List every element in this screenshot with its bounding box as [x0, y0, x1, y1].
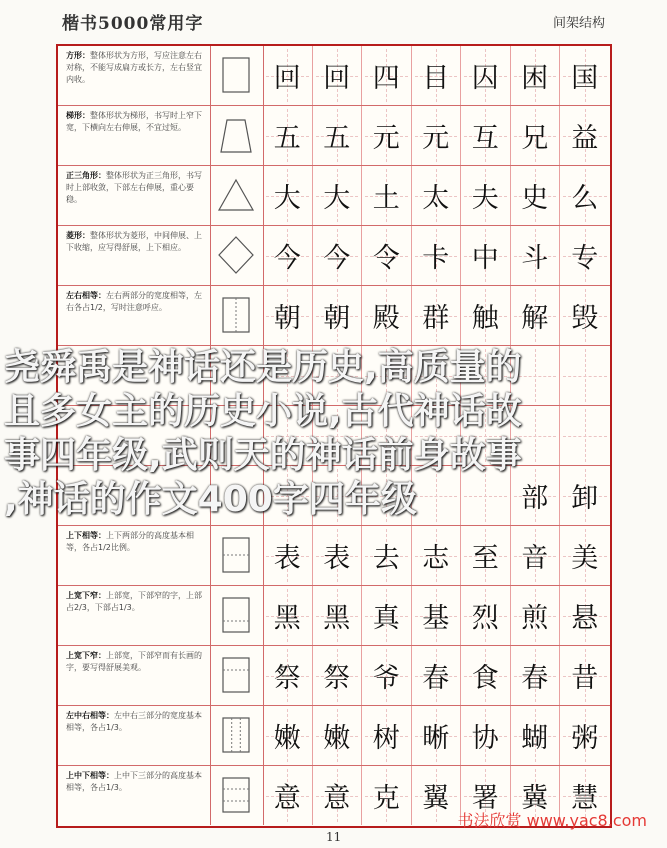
row-title: 上下相等：: [66, 531, 106, 540]
practice-cell: [560, 706, 610, 765]
character-cells: [263, 106, 610, 165]
sheet-row: [58, 166, 610, 226]
practice-cell: [511, 526, 561, 585]
row-title: 菱形：: [66, 231, 90, 240]
model-character: 元: [372, 123, 400, 154]
practice-cell: [263, 166, 313, 225]
practice-cell: [263, 226, 313, 285]
model-character: 烈: [471, 603, 499, 634]
model-character: 爷: [372, 663, 400, 694]
practice-cell: [412, 766, 462, 825]
overlay-title: [0, 346, 667, 522]
model-character: 晰: [422, 723, 450, 754]
section-title: 间架结构: [552, 16, 605, 31]
character-cells: [263, 226, 610, 285]
practice-cell: [461, 706, 511, 765]
model-character: 慧: [571, 783, 599, 814]
practice-cell: [313, 106, 363, 165]
overlay-line: 尧舜禹是神话还是历史,高质量的: [4, 347, 522, 388]
practice-cell: [362, 166, 412, 225]
practice-cell: [412, 706, 462, 765]
row-title: 左中右相等：: [66, 711, 114, 720]
practice-cell: [560, 226, 610, 285]
watermark: 书法欣赏 www.yac8.com: [457, 811, 647, 830]
practice-cell: [362, 286, 412, 345]
practice-cell: [511, 106, 561, 165]
model-character: 至: [471, 543, 499, 574]
structure-shape: [211, 226, 264, 285]
model-character: 益: [571, 123, 599, 154]
row-description: [58, 226, 211, 285]
character-cells: [263, 166, 610, 225]
model-character: 四: [372, 63, 400, 94]
model-character: 克: [372, 783, 400, 814]
model-character: 朝: [323, 303, 351, 334]
practice-cell: [412, 166, 462, 225]
practice-cell: [461, 226, 511, 285]
practice-cell: [362, 46, 412, 105]
practice-cell: [313, 226, 363, 285]
model-character: 蝴: [521, 723, 549, 754]
row-title: 左右相等：: [66, 291, 106, 300]
model-character: 意: [323, 783, 351, 814]
practice-cell: [412, 106, 462, 165]
model-character: 殿: [372, 303, 400, 334]
sheet-row: [58, 526, 610, 586]
model-character: 大: [323, 183, 351, 214]
sheet-row: [58, 646, 610, 706]
row-text: 左中右三部分的宽度基本相等，各占1/3。: [66, 711, 202, 732]
row-description: [58, 166, 211, 225]
row-title: 上中下相等：: [66, 771, 114, 780]
overlay-line: 事四年级,武则天的神话前身故事: [4, 435, 522, 476]
practice-cell: [560, 106, 610, 165]
practice-cell: [313, 166, 363, 225]
model-character: 群: [422, 303, 450, 334]
model-character: 么: [571, 183, 599, 214]
practice-cell: [362, 106, 412, 165]
model-character: 春: [422, 663, 450, 694]
model-character: 表: [273, 543, 301, 574]
practice-cell: [313, 526, 363, 585]
row-description: [58, 646, 211, 705]
row-text: 上部宽，下部窄的字，上部占2/3，下部占1/3。: [66, 591, 202, 612]
row-text: 整体形状为方形，写应注意左右对称，不能写成扁方或长方，左右竖宜内收。: [66, 51, 202, 84]
model-character: 回: [273, 63, 301, 94]
model-character: 美: [571, 543, 599, 574]
practice-cell: [461, 586, 511, 645]
model-character: 音: [521, 543, 549, 574]
practice-cell: [461, 526, 511, 585]
practice-cell: [461, 286, 511, 345]
row-title: 上宽下窄：: [66, 591, 106, 600]
structure-shape: [211, 706, 264, 765]
practice-cell: [263, 526, 313, 585]
practice-cell: [461, 46, 511, 105]
model-character: 署: [471, 783, 499, 814]
practice-cell: [560, 586, 610, 645]
model-character: 黑: [273, 603, 301, 634]
practice-cell: [263, 766, 313, 825]
row-text: 整体形状为梯形，书写时上窄下宽，下横向左右伸展，不宜过短。: [66, 111, 202, 132]
structure-diagram: [217, 774, 255, 816]
structure-shape: [211, 646, 264, 705]
practice-cell: [511, 46, 561, 105]
row-text: 上下两部分的高度基本相等，各占1/2比例。: [66, 531, 194, 552]
structure-diagram: [217, 654, 255, 696]
model-character: 今: [273, 243, 301, 274]
practice-cell: [263, 646, 313, 705]
overlay-line: ,神话的作文400字四年级: [4, 479, 417, 520]
practice-cell: [263, 586, 313, 645]
sheet-row: [58, 226, 610, 286]
model-character: 昔: [571, 663, 599, 694]
practice-cell: [560, 526, 610, 585]
model-character: 春: [521, 663, 549, 694]
model-character: 囚: [471, 63, 499, 94]
book-title: 楷书5000常用字: [62, 14, 204, 34]
practice-cell: [412, 46, 462, 105]
model-character: 嫩: [323, 723, 351, 754]
practice-cell: [560, 166, 610, 225]
model-character: 触: [471, 303, 499, 334]
practice-cell: [412, 226, 462, 285]
model-character: 志: [422, 543, 450, 574]
model-character: 太: [422, 183, 450, 214]
row-text: 整体形状为正三角形，书写时上部收敛，下部左右伸展，重心要稳。: [66, 171, 202, 204]
practice-cell: [412, 286, 462, 345]
structure-diagram: [217, 54, 255, 96]
model-character: 大: [273, 183, 301, 214]
structure-shape: [211, 586, 264, 645]
structure-diagram: [217, 294, 255, 336]
practice-cell: [313, 706, 363, 765]
model-character: 朝: [273, 303, 301, 334]
model-character: 食: [471, 663, 499, 694]
model-character: 悬: [571, 603, 599, 634]
practice-cell: [511, 646, 561, 705]
page-header: [0, 0, 667, 38]
model-character: 互: [471, 123, 499, 154]
model-character: 目: [422, 63, 450, 94]
model-character: 真: [372, 603, 400, 634]
model-character: 祭: [273, 663, 301, 694]
sheet-row: [58, 106, 610, 166]
row-description: [58, 526, 211, 585]
practice-cell: [362, 226, 412, 285]
practice-cell: [263, 106, 313, 165]
practice-cell: [511, 586, 561, 645]
model-character: 黑: [323, 603, 351, 634]
model-character: 煎: [521, 603, 549, 634]
row-description: [58, 46, 211, 105]
model-character: 表: [323, 543, 351, 574]
practice-cell: [263, 46, 313, 105]
character-cells: [263, 286, 610, 345]
character-cells: [263, 526, 610, 585]
practice-cell: [560, 286, 610, 345]
structure-diagram: [217, 714, 255, 756]
row-title: 方形：: [66, 51, 90, 60]
practice-cell: [560, 646, 610, 705]
character-cells: [263, 46, 610, 105]
practice-cell: [362, 706, 412, 765]
model-character: 夫: [471, 183, 499, 214]
practice-cell: [461, 646, 511, 705]
character-cells: [263, 646, 610, 705]
row-title: 上宽下窄：: [66, 651, 106, 660]
sheet-row: [58, 286, 610, 346]
model-character: 专: [571, 243, 599, 274]
model-character: 基: [422, 603, 450, 634]
model-character: 斗: [521, 243, 549, 274]
model-character: 困: [521, 63, 549, 94]
practice-cell: [362, 586, 412, 645]
structure-diagram: [217, 114, 255, 156]
structure-shape: [211, 166, 264, 225]
row-text: 左右两部分的宽度相等，左右各占1/2，写时注意呼应。: [66, 291, 202, 312]
overlay-line: 且多女主的历史小说,古代神话故: [4, 391, 522, 432]
row-description: [58, 286, 211, 345]
model-character: 粥: [571, 723, 599, 754]
model-character: 嫩: [273, 723, 301, 754]
row-text: 上中下三部分的高度基本相等，各占1/3。: [66, 771, 202, 792]
model-character: 冀: [521, 783, 549, 814]
structure-diagram: [217, 594, 255, 636]
practice-cell: [511, 226, 561, 285]
practice-cell: [511, 286, 561, 345]
structure-diagram: [217, 234, 255, 276]
model-character: 中: [471, 243, 499, 274]
model-character: 部: [521, 483, 549, 514]
practice-cell: [560, 46, 610, 105]
structure-shape: [211, 106, 264, 165]
practice-cell: [412, 526, 462, 585]
sheet-row: [58, 586, 610, 646]
practice-cell: [461, 106, 511, 165]
row-description: [58, 586, 211, 645]
model-character: 今: [323, 243, 351, 274]
model-character: 祭: [323, 663, 351, 694]
model-character: 卡: [422, 243, 450, 274]
model-character: 土: [372, 183, 400, 214]
model-character: 解: [521, 303, 549, 334]
practice-cell: [511, 166, 561, 225]
model-character: 令: [372, 243, 400, 274]
model-character: 去: [372, 543, 400, 574]
row-text: 上部宽，下部窄而有长画的字，要写得舒展美观。: [66, 651, 202, 672]
practice-cell: [461, 166, 511, 225]
model-character: 意: [273, 783, 301, 814]
structure-shape: [211, 766, 264, 825]
practice-cell: [313, 46, 363, 105]
structure-shape: [211, 526, 264, 585]
row-description: [58, 106, 211, 165]
model-character: 毁: [571, 303, 599, 334]
sheet-row: [58, 46, 610, 106]
row-description: [58, 706, 211, 765]
model-character: 国: [571, 63, 599, 94]
model-character: 协: [471, 723, 499, 754]
practice-cell: [362, 766, 412, 825]
model-character: 史: [521, 183, 549, 214]
practice-cell: [313, 586, 363, 645]
row-title: 正三角形：: [66, 171, 106, 180]
row-description: [58, 766, 211, 825]
model-character: 元: [422, 123, 450, 154]
model-character: 五: [323, 123, 351, 154]
sheet-row: [58, 706, 610, 766]
row-text: 整体形状为菱形，中间伸展、上下收缩，应写得舒展，上下相应。: [66, 231, 202, 252]
practice-cell: [263, 706, 313, 765]
practice-cell: [412, 646, 462, 705]
structure-diagram: [217, 174, 255, 216]
practice-cell: [412, 586, 462, 645]
page-number: 11: [326, 830, 342, 844]
model-character: 回: [323, 63, 351, 94]
model-character: 卸: [571, 483, 599, 514]
practice-cell: [362, 646, 412, 705]
practice-cell: [313, 286, 363, 345]
practice-cell: [362, 526, 412, 585]
practice-cell: [313, 646, 363, 705]
practice-cell: [511, 706, 561, 765]
practice-cell: [263, 286, 313, 345]
model-character: 兄: [521, 123, 549, 154]
practice-cell: [313, 766, 363, 825]
model-character: 树: [372, 723, 400, 754]
row-title: 梯形：: [66, 111, 90, 120]
model-character: 翼: [422, 783, 450, 814]
character-cells: [263, 586, 610, 645]
structure-shape: [211, 286, 264, 345]
character-cells: [263, 706, 610, 765]
structure-shape: [211, 46, 264, 105]
structure-diagram: [217, 534, 255, 576]
model-character: 五: [273, 123, 301, 154]
